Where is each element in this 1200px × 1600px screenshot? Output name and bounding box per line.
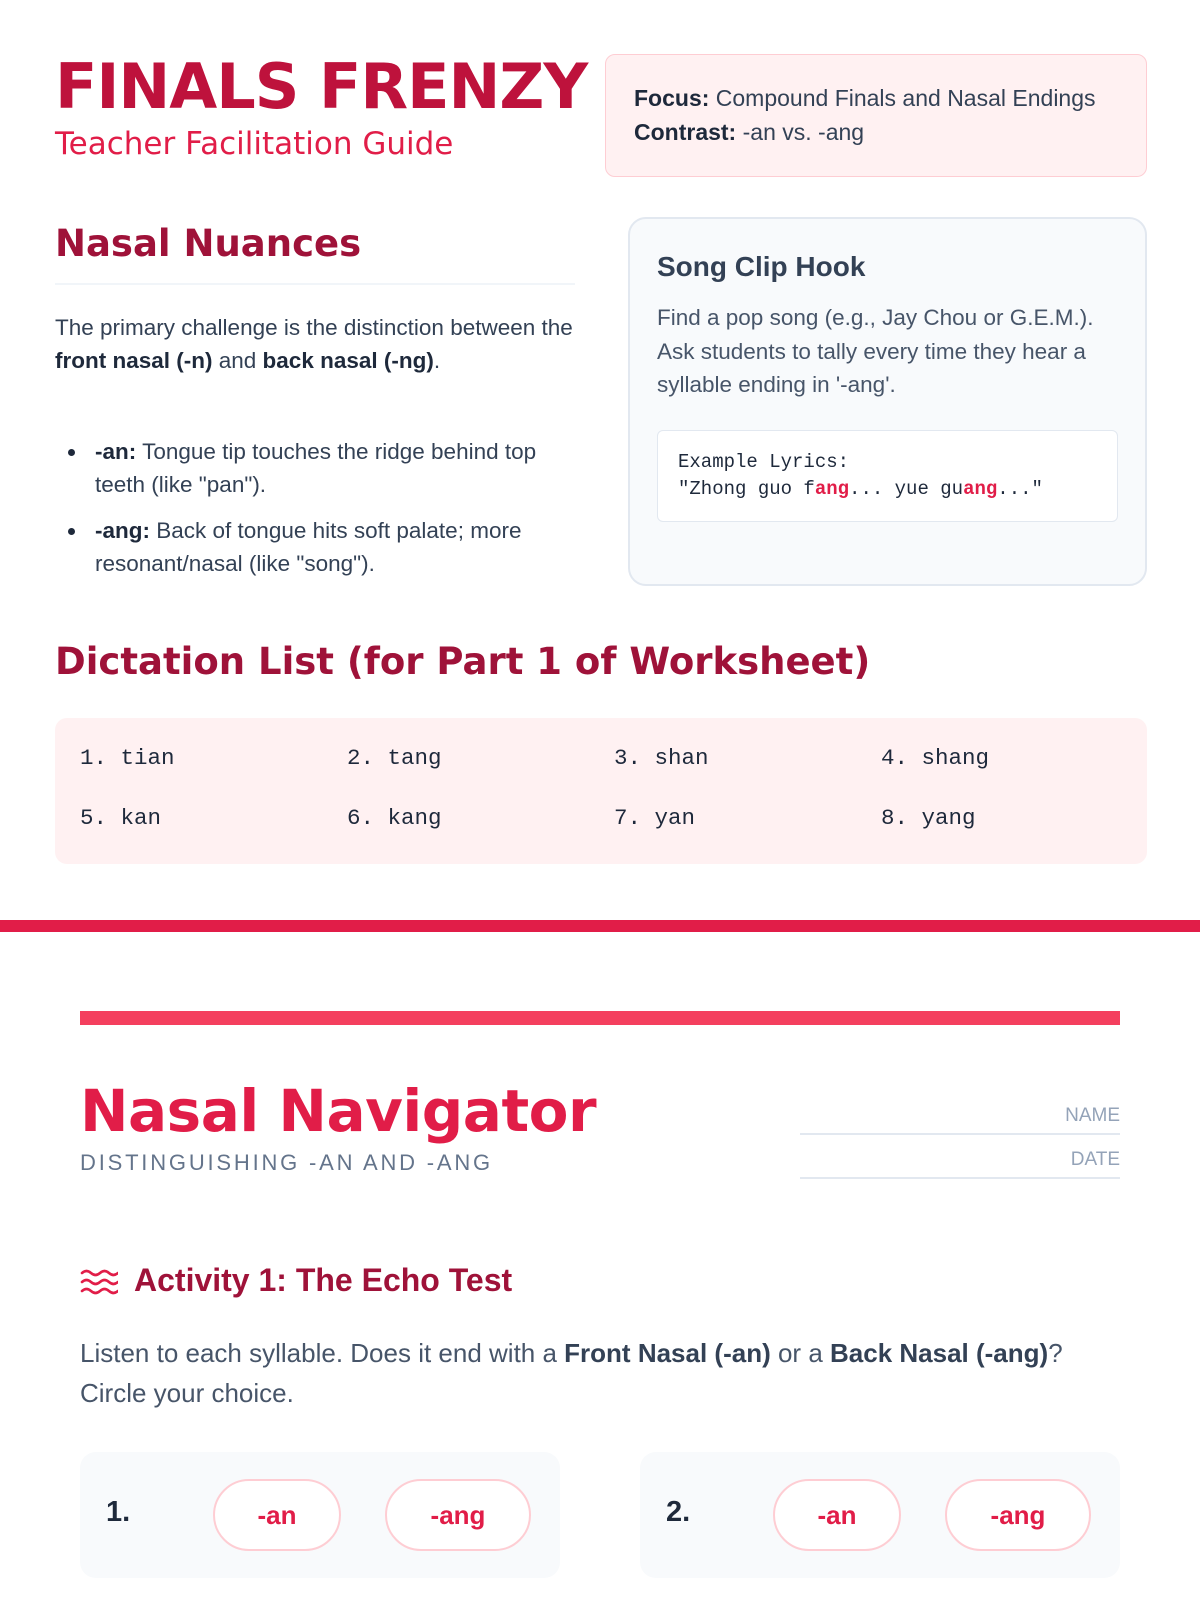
focus-box [605, 54, 1147, 177]
guide-subtitle: Teacher Facilitation Guide [55, 126, 454, 162]
option-an-button[interactable]: -an [213, 1479, 341, 1551]
song-clip-text: Find a pop song (e.g., Jay Chou or G.E.M.). Ask students to tally every time they hear a syllable ending in '-ang'. [657, 305, 1094, 397]
lyrics-label: Example Lyrics: [678, 450, 850, 473]
contrast-value: -an vs. -ang [742, 119, 865, 145]
dictation-item: 8. yang [881, 805, 976, 831]
dictation-list [55, 718, 1147, 864]
lyrics-line: "Zhong guo fang... yue guang..." [678, 477, 1043, 500]
front-nasal-term: front nasal (-n) [55, 348, 213, 373]
dictation-item: 2. tang [347, 745, 442, 771]
option-an-button[interactable]: -an [773, 1479, 901, 1551]
worksheet-title: Nasal Navigator [80, 1077, 597, 1145]
question-number: 1. [106, 1496, 131, 1528]
contrast-line [634, 115, 1146, 149]
dictation-item: 5. kan [80, 805, 162, 831]
dictation-item: 7. yan [614, 805, 696, 831]
nasal-bullets [55, 435, 575, 593]
focus-line [634, 81, 1146, 115]
section-divider [55, 283, 575, 285]
worksheet-subtitle: DISTINGUISHING -AN AND -ANG [80, 1150, 493, 1175]
teacher-guide [55, 0, 1147, 920]
section-title-nasal-nuances: Nasal Nuances [55, 222, 362, 265]
guide-title: FINALS FRENZY [55, 50, 588, 123]
waves-icon [80, 1268, 118, 1296]
song-clip-card [628, 217, 1147, 586]
option-ang-button[interactable]: -ang [385, 1479, 531, 1551]
question-number: 2. [666, 1496, 691, 1528]
back-nasal-option-term: Back Nasal (-ang) [830, 1338, 1049, 1368]
song-clip-title: Song Clip Hook [657, 251, 866, 282]
name-label: NAME [1065, 1105, 1120, 1126]
front-nasal-option-term: Front Nasal (-an) [564, 1338, 771, 1368]
page-divider [0, 920, 1200, 932]
dictation-item: 3. shan [614, 745, 709, 771]
dictation-item: 1. tian [80, 745, 175, 771]
intro-paragraph: The primary challenge is the distinction between the front nasal (-n) and back nasal (-ng). [55, 315, 573, 373]
activity-title: Activity 1: The Echo Test [134, 1262, 513, 1298]
question-card-2 [640, 1452, 1120, 1578]
list-item: -ang: Back of tongue hits soft palate; more resonant/nasal (like "song"). [55, 514, 575, 580]
name-field[interactable] [800, 1093, 1120, 1135]
contrast-label: Contrast: [634, 119, 737, 145]
focus-label: Focus: [634, 85, 710, 111]
dictation-title: Dictation List (for Part 1 of Worksheet) [55, 640, 871, 683]
focus-value: Compound Finals and Nasal Endings [715, 85, 1096, 111]
question-card-1 [80, 1452, 560, 1578]
dictation-item: 4. shang [881, 745, 990, 771]
dictation-item: 6. kang [347, 805, 442, 831]
option-ang-button[interactable]: -ang [945, 1479, 1091, 1551]
date-label: DATE [1070, 1149, 1120, 1170]
activity-instructions: Listen to each syllable. Does it end with a Front Nasal (-an) or a Back Nasal (-ang)? Circle your choice. [80, 1338, 1063, 1408]
date-field[interactable] [800, 1137, 1120, 1179]
worksheet-top-bar [80, 1011, 1120, 1025]
list-item: -an: Tongue tip touches the ridge behind top teeth (like "pan"). [55, 435, 575, 501]
example-lyrics [657, 430, 1118, 522]
back-nasal-term: back nasal (-ng) [262, 348, 434, 373]
